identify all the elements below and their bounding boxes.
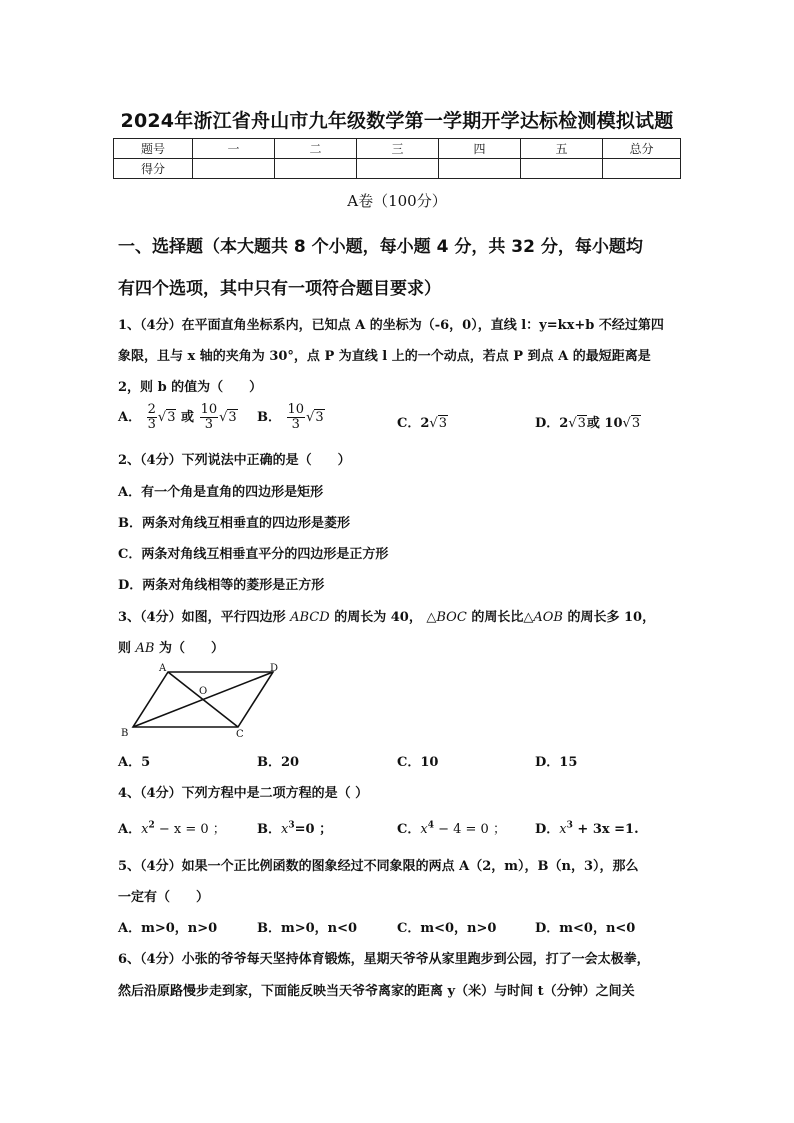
- option-label: B．: [257, 822, 281, 837]
- section-a-heading: A卷（100分）: [347, 192, 447, 210]
- table-cell: 三: [357, 139, 439, 159]
- q3-stem-line1: [118, 606, 655, 625]
- fraction: [147, 403, 157, 432]
- table-cell: 总分: [603, 139, 681, 159]
- q6-stem-line1: 6、（4分）小张的爷爷每天坚持体育锻炼，星期天爷爷从家里跑步到公园，打了一会太极拳，: [118, 952, 650, 967]
- numerator: 10: [200, 402, 218, 417]
- exponent: 3: [288, 820, 295, 831]
- score-table-score-row: [114, 159, 681, 179]
- page-title: 2024年浙江省舟山市九年级数学第一学期开学达标检测模拟试题: [120, 110, 674, 132]
- q2-option-b[interactable]: B．两条对角线互相垂直的四边形是菱形: [118, 516, 350, 531]
- score-input-cell[interactable]: [603, 159, 681, 179]
- text: 的周长为 40，: [334, 610, 422, 625]
- option-label: C．: [397, 822, 421, 837]
- table-cell: 一: [193, 139, 275, 159]
- or-text: 或 10: [586, 416, 623, 431]
- exponent: 3: [566, 820, 573, 831]
- score-input-cell[interactable]: [193, 159, 275, 179]
- q5-option-b[interactable]: B．m>0，n<0: [257, 921, 358, 936]
- vertex-label-a: A: [159, 663, 167, 674]
- text: 3、（4分）如图，平行四边形: [118, 610, 286, 625]
- q6-stem-line2: 然后沿原路慢步走到家，下面能反映当天爷爷离家的距离 y（米）与时间 t（分钟）之间关: [118, 984, 635, 999]
- math: x: [420, 822, 428, 837]
- table-cell: 得分: [114, 159, 193, 179]
- q1-option-d[interactable]: [535, 412, 641, 431]
- sqrt: √3: [429, 416, 447, 431]
- q2-option-c[interactable]: C．两条对角线互相垂直平分的四边形是正方形: [118, 547, 389, 562]
- sqrt: √3: [219, 410, 237, 425]
- numerator: 10: [287, 402, 305, 417]
- vertex-label-d: D: [270, 663, 279, 674]
- fraction: [287, 403, 306, 432]
- option-label: D．: [535, 822, 560, 837]
- sqrt: √3: [622, 416, 641, 431]
- fraction: [200, 403, 219, 432]
- q4-stem: 4、（4分）下列方程中是二项方程的是（ ）: [118, 786, 369, 801]
- parallelogram-figure: [118, 662, 288, 742]
- math: x: [281, 822, 289, 837]
- q4-option-a[interactable]: [118, 818, 226, 837]
- table-cell: 二: [275, 139, 357, 159]
- score-input-cell[interactable]: [521, 159, 603, 179]
- math: ABCD: [290, 610, 330, 625]
- option-label: D．2: [535, 416, 569, 431]
- score-input-cell[interactable]: [439, 159, 521, 179]
- q5-option-c[interactable]: C．m<0，n>0: [397, 921, 497, 936]
- sqrt: √3: [306, 410, 324, 425]
- math: − 4 = 0 ；: [433, 822, 506, 837]
- q3-option-d[interactable]: D．15: [535, 755, 578, 770]
- table-cell: 题号: [114, 139, 193, 159]
- math: =0 ；: [294, 822, 333, 837]
- q3-option-a[interactable]: A．5: [118, 755, 151, 770]
- denominator: 3: [147, 417, 156, 432]
- radicand: 3: [167, 410, 176, 425]
- radicand: 3: [315, 410, 324, 425]
- score-table-header-row: [114, 139, 681, 159]
- vertex-label-c: C: [236, 729, 244, 740]
- part1-heading-line2: 有四个选项，其中只有一项符合题目要求）: [118, 279, 441, 299]
- q1-option-a[interactable]: [118, 403, 238, 432]
- q2-option-a[interactable]: A．有一个角是直角的四边形是矩形: [118, 485, 324, 500]
- math: △BOC: [426, 610, 467, 625]
- text: 则: [118, 641, 132, 656]
- text: 为（ ）: [159, 641, 225, 656]
- table-cell: 五: [521, 139, 603, 159]
- or-text: 或: [181, 410, 195, 425]
- q1-stem-line1: 1、（4分）在平面直角坐标系内，已知点 A 的坐标为（-6，0），直线 l：y=kx+b 不经过第四: [118, 318, 664, 333]
- q1-option-b[interactable]: [257, 403, 325, 432]
- math: x: [559, 822, 567, 837]
- q3-option-b[interactable]: B．20: [257, 755, 300, 770]
- part1-heading-line1: 一、选择题（本大题共 8 个小题，每小题 4 分，共 32 分，每小题均: [118, 237, 643, 257]
- sqrt: √3: [568, 416, 586, 431]
- q4-option-d[interactable]: [535, 818, 639, 837]
- radicand: 3: [228, 410, 237, 425]
- q1-stem-line3: 2，则 b 的值为（ ）: [118, 380, 263, 395]
- q5-option-d[interactable]: D．m<0，n<0: [535, 921, 636, 936]
- q3-option-c[interactable]: C．10: [397, 755, 439, 770]
- math: + 3x =1.: [572, 822, 639, 837]
- score-table: [113, 138, 681, 179]
- radicand: 3: [577, 416, 586, 431]
- vertex-label-b: B: [121, 728, 129, 739]
- q4-option-b[interactable]: [257, 818, 332, 837]
- q2-stem: 2、（4分）下列说法中正确的是（ ）: [118, 453, 351, 468]
- q3-stem-line2: [118, 637, 224, 656]
- score-input-cell[interactable]: [275, 159, 357, 179]
- option-label: A．: [118, 410, 142, 425]
- denominator: 3: [204, 417, 213, 432]
- math: △AOB: [523, 610, 563, 625]
- table-cell: 四: [439, 139, 521, 159]
- sqrt: √3: [157, 410, 176, 425]
- math: − x = 0 ；: [154, 822, 226, 837]
- text: 的周长多 10，: [567, 610, 656, 625]
- q5-stem-line1: 5、（4分）如果一个正比例函数的图象经过不同象限的两点 A（2，m），B（n，3），那么: [118, 859, 639, 874]
- math: x: [141, 822, 149, 837]
- numerator: 2: [147, 402, 156, 417]
- radicand: 3: [438, 416, 447, 431]
- math: AB: [135, 641, 155, 656]
- q5-option-a[interactable]: A．m>0，n>0: [118, 921, 218, 936]
- option-label: C．2: [397, 416, 430, 431]
- q1-option-c[interactable]: [397, 412, 448, 431]
- text: 的周长比: [471, 610, 524, 625]
- center-label-o: O: [199, 686, 208, 697]
- q2-option-d[interactable]: D．两条对角线相等的菱形是正方形: [118, 578, 325, 593]
- q4-option-c[interactable]: [397, 818, 506, 837]
- option-label: B．: [257, 410, 281, 425]
- denominator: 3: [291, 417, 300, 432]
- q5-stem-line2: 一定有（ ）: [118, 890, 210, 905]
- radicand: 3: [631, 416, 641, 431]
- q1-stem-line2: 象限，且与 x 轴的夹角为 30°，点 P 为直线 l 上的一个动点，若点 P 到点 A 的最短距离是: [118, 349, 651, 364]
- exponent: 4: [427, 820, 434, 831]
- diagonal-bd: [133, 672, 273, 727]
- score-input-cell[interactable]: [357, 159, 439, 179]
- exponent: 2: [148, 820, 155, 831]
- option-label: A．: [118, 822, 142, 837]
